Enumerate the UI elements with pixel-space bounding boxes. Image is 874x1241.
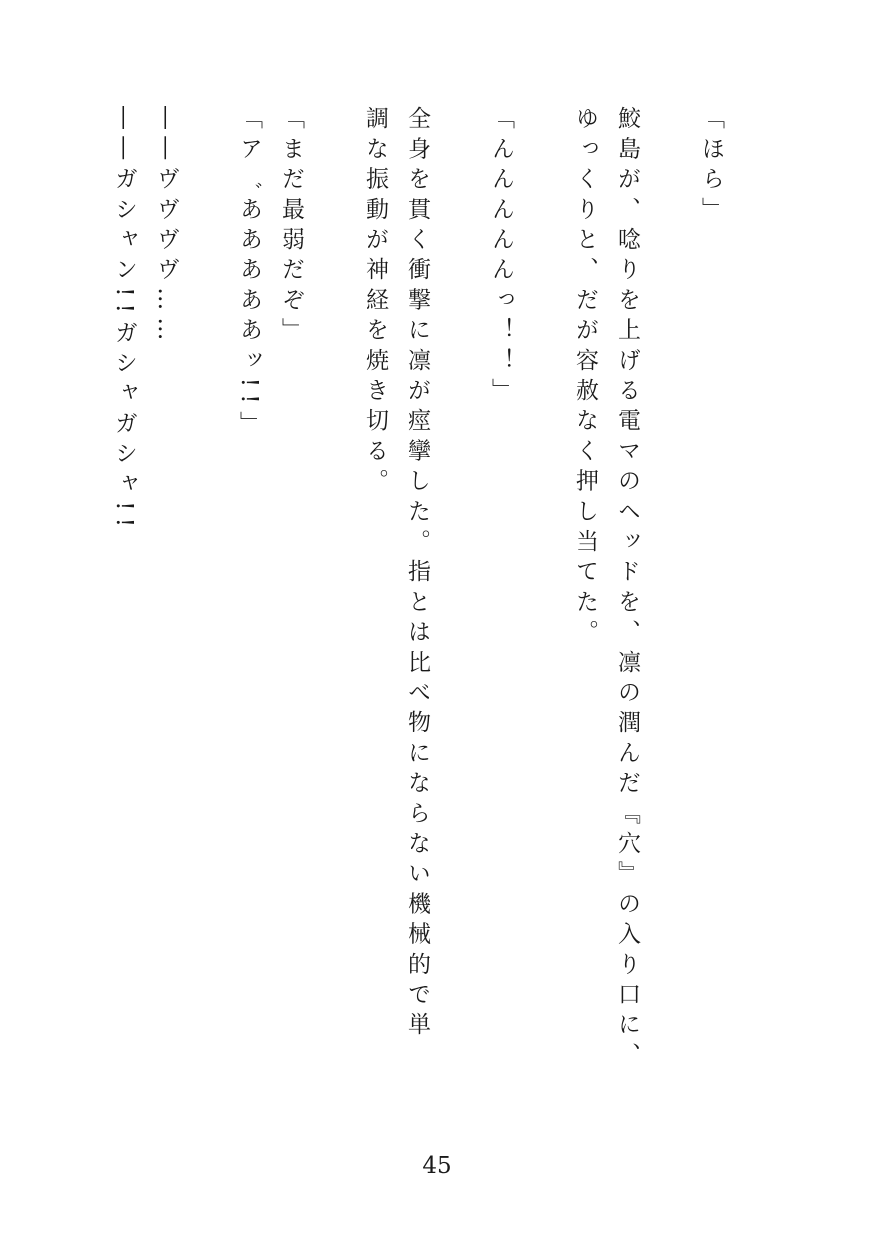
text-line: 調な振動が神経を焼き切る。 xyxy=(362,106,388,499)
text-line: 「ア゛あああああッ!!」 xyxy=(236,106,262,441)
text-line: 全身を貫く衝撃に凛が痙攣した。指とは比べ物にならない機械的で単 xyxy=(404,106,430,1043)
text-line: 「ほら」 xyxy=(698,106,724,227)
text-line: 鮫島が、唸りを上げる電マのヘッドを、凛の潤んだ『穴』の入り口に、 xyxy=(614,106,640,1073)
text-line: ――ガシャン!!ガシャガシャ!! xyxy=(111,106,137,535)
text-line: ゆっくりと、だが容赦なく押し当てた。 xyxy=(572,106,598,650)
text-line: ――ヴヴヴヴ…… xyxy=(153,106,179,348)
text-line: 「まだ最弱だぞ」 xyxy=(278,106,304,348)
text-line: 「んんんんんっ！！」 xyxy=(488,106,514,408)
page-number: 45 xyxy=(422,1153,452,1179)
